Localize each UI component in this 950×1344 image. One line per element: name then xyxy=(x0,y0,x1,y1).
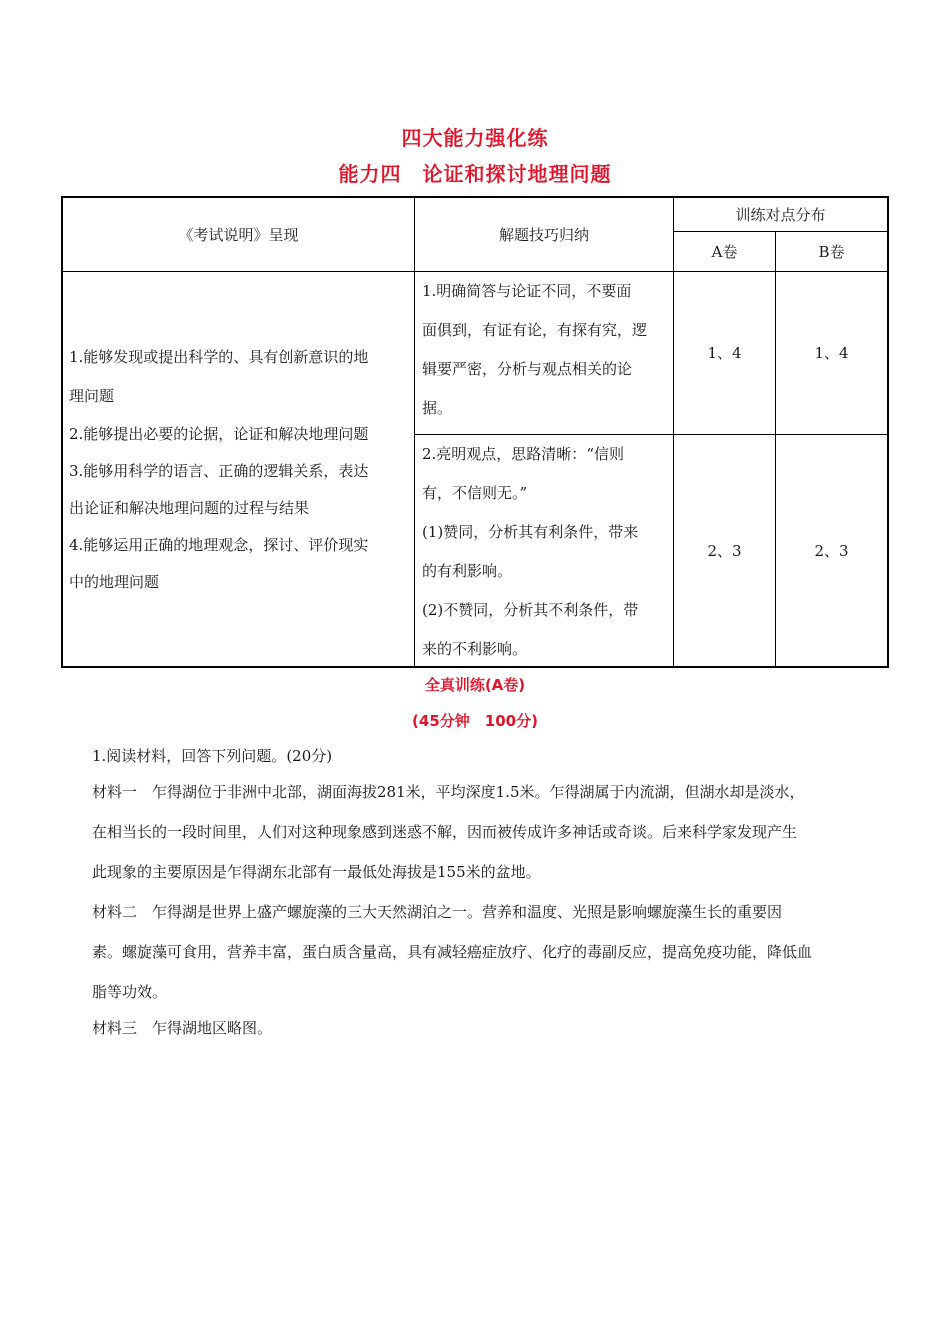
requirements-cell xyxy=(69,272,414,666)
requirement-line: 1.能够发现或提出科学的、具有创新意识的地 xyxy=(69,347,369,366)
requirement-line: 4.能够运用正确的地理观念，探讨、评价现实 xyxy=(69,535,369,554)
row1-paper-b: 1、4 xyxy=(814,344,849,362)
tip-line: 有，不信则无。” xyxy=(422,484,528,502)
tip-line: 的有利影响。 xyxy=(422,562,513,580)
document-title: 四大能力强化练 xyxy=(401,126,549,150)
tip-line: 来的不利影响。 xyxy=(422,640,528,658)
tip-line: (1)赞同，分析其有利条件，带来 xyxy=(422,523,639,541)
row1-paper-a: 1、4 xyxy=(707,344,742,362)
material-1-line: 此现象的主要原因是乍得湖东北部有一最低处海拔是155米的盆地。 xyxy=(92,863,541,881)
header-paper-b: B卷 xyxy=(818,242,845,261)
ability-table xyxy=(61,196,889,668)
material-1-line: 在相当长的一段时间里，人们对这种现象感到迷惑不解，因而被传成许多神话或奇谈。后来科学家发现产生 xyxy=(92,823,798,841)
header-exam-description: 《考试说明》呈现 xyxy=(178,225,299,244)
requirement-line: 出论证和解决地理问题的过程与结果 xyxy=(69,498,310,517)
tip-line: 辑要严密，分析与观点相关的论 xyxy=(422,360,633,378)
tip-line: 2.亮明观点，思路清晰：“信则 xyxy=(422,445,624,463)
material-2-line: 脂等功效。 xyxy=(92,983,168,1001)
requirement-line: 理问题 xyxy=(69,386,115,405)
tip-cell-1 xyxy=(422,272,670,434)
tip-line: 1.明确简答与论证不同，不要面 xyxy=(422,282,632,300)
row2-paper-b: 2、3 xyxy=(814,541,849,560)
header-paper-a: A卷 xyxy=(711,242,738,261)
tip-line: (2)不赞同，分析其不利条件，带 xyxy=(422,601,639,619)
header-solving-tips: 解题技巧归纳 xyxy=(498,225,589,244)
requirement-line: 中的地理问题 xyxy=(69,572,160,591)
material-2-line: 材料二 乍得湖是世界上盛产螺旋藻的三大天然湖泊之一。营养和温度、光照是影响螺旋藻生长的重要因 xyxy=(92,903,783,921)
section-time: (45分钟 100分) xyxy=(412,712,538,730)
document-subtitle: 能力四 论证和探讨地理问题 xyxy=(338,162,612,186)
material-3-line: 材料三 乍得湖地区略图。 xyxy=(92,1019,273,1037)
material-1-line: 材料一 乍得湖位于非洲中北部，湖面海拔281米，平均深度1.5米。乍得湖属于内流湖，但湖水却是淡水， xyxy=(92,783,805,801)
material-2-line: 素。螺旋藻可食用，营养丰富，蛋白质含量高，具有减轻癌症放疗、化疗的毒副反应，提高免疫功能，降低血 xyxy=(92,943,813,961)
question-prompt: 1.阅读材料，回答下列问题。(20分) xyxy=(92,747,333,765)
tip-line: 面俱到，有证有论，有探有究，逻 xyxy=(422,321,648,339)
requirement-line: 3.能够用科学的语言、正确的逻辑关系，表达 xyxy=(69,461,369,480)
requirement-line: 2.能够提出必要的论据，论证和解决地理问题 xyxy=(69,424,369,443)
row2-paper-a: 2、3 xyxy=(707,541,742,560)
header-training-distribution: 训练对点分布 xyxy=(735,205,826,224)
section-title: 全真训练(A卷) xyxy=(424,676,526,694)
tip-cell-2 xyxy=(422,435,670,666)
tip-line: 据。 xyxy=(422,399,453,417)
